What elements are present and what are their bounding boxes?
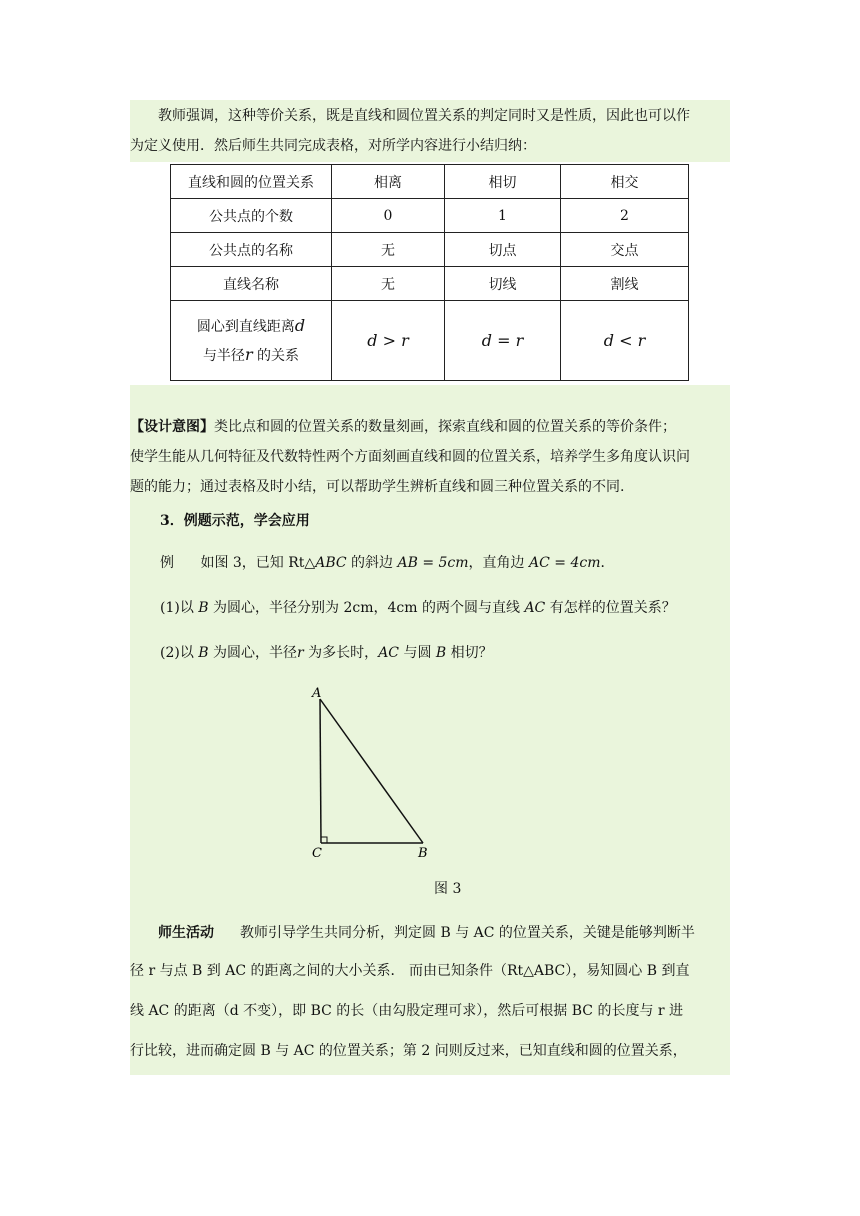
activity-tag: 师生活动 <box>158 925 214 941</box>
example-abc: ABC <box>315 555 347 571</box>
table-cell: 切线 <box>445 267 561 301</box>
table-cell-relation: d < r <box>561 301 689 381</box>
table-cell: 1 <box>445 199 561 233</box>
table-cell-relation: d > r <box>332 301 445 381</box>
q2-r: r <box>297 645 304 661</box>
table-cell: 公共点的名称 <box>171 233 332 267</box>
example-text: 的斜边 <box>346 555 398 571</box>
table-row <box>171 233 689 267</box>
q1-text: (1)以 <box>160 600 199 616</box>
q2-text: 为多长时， <box>303 645 379 661</box>
table-cell: 切点 <box>445 233 561 267</box>
table-cell: 割线 <box>561 267 689 301</box>
vertex-label-c: C <box>312 846 322 861</box>
q2-b: B <box>198 645 209 661</box>
table-cell: 交点 <box>561 233 689 267</box>
q2-b2: B <box>435 645 447 661</box>
q2-text: 与圆 <box>399 645 436 661</box>
relation-label-line-2 <box>171 341 331 370</box>
example-text: ． <box>600 555 615 571</box>
design-tag: 【设计意图】 <box>130 419 214 435</box>
question-2 <box>160 638 760 668</box>
example-ac-eq: AC = 4cm <box>529 555 601 571</box>
activity-text: 教师引导学生共同分析，判定圆 B 与 AC 的位置关系，关键是能够判断半 <box>240 925 695 941</box>
section-3-title: 3．例题示范，学会应用 <box>160 513 310 529</box>
triangle-figure <box>300 685 450 865</box>
q2-ac: AC <box>378 645 400 661</box>
q1-text: 有怎样的位置关系？ <box>545 600 676 616</box>
q2-text: 为圆心，半径 <box>208 645 298 661</box>
vertex-label-b: B <box>418 846 428 861</box>
activity-line-3: 线 AC 的距离（d 不变），即 BC 的长（由勾股定理可求），然后可根据 BC 的长度与 r 进 <box>130 1003 684 1019</box>
activity-line-2: 径 r 与点 B 到 AC 的距离之间的大小关系． 而由已知条件（Rt△ABC），易知圆心 B 到直 <box>130 963 690 979</box>
relation-label-text: 与半径 <box>202 347 245 364</box>
intro-line-2: 为定义使用．然后师生共同完成表格，对所学内容进行小结归纳： <box>130 138 536 154</box>
table-cell-relation-label <box>171 301 332 381</box>
example-prefix: 例 <box>160 555 174 571</box>
example-line <box>160 548 760 578</box>
table-cell: 无 <box>332 267 445 301</box>
relation-label-d: d <box>294 315 306 335</box>
question-1 <box>160 593 760 623</box>
activity-line-4: 行比较，进而确定圆 B 与 AC 的位置关系；第 2 问则反过来，已知直线和圆的位置关系， <box>130 1043 687 1059</box>
relation-label-line-1 <box>171 312 331 341</box>
figure-caption: 图 3 <box>434 881 462 897</box>
q2-text: 相切？ <box>446 645 493 661</box>
side-ac <box>320 699 321 843</box>
activity-line-1 <box>158 918 758 948</box>
table-header-cell: 相离 <box>332 165 445 199</box>
table-header-row <box>171 165 689 199</box>
q1-b: B <box>198 600 209 616</box>
q2-text: (2)以 <box>160 645 199 661</box>
table-row <box>171 267 689 301</box>
relation-label-r: r <box>244 344 253 364</box>
relation-label-text: 圆心到直线距离 <box>196 318 295 335</box>
design-text: 类比点和圆的位置关系的数量刻画，探索直线和圆的位置关系的等价条件； <box>214 419 676 435</box>
table-cell: 直线名称 <box>171 267 332 301</box>
table-cell: 0 <box>332 199 445 233</box>
table-cell: 公共点的个数 <box>171 199 332 233</box>
side-ab <box>320 699 423 843</box>
table-row <box>171 199 689 233</box>
vertex-label-a: A <box>312 686 322 701</box>
table-header-cell: 直线和圆的位置关系 <box>171 165 332 199</box>
table-cell: 2 <box>561 199 689 233</box>
design-line-2: 使学生能从几何特征及代数特性两个方面刻画直线和圆的位置关系，培养学生多角度认识问 <box>130 449 690 465</box>
intro-line-1: 教师强调，这种等价关系，既是直线和圆位置关系的判定同时又是性质，因此也可以作 <box>158 108 690 124</box>
example-ab-eq: AB = 5cm <box>397 555 469 571</box>
design-line-3: 题的能力；通过表格及时小结，可以帮助学生辨析直线和圆三种位置关系的不同. <box>130 479 625 495</box>
example-text: ，直角边 <box>468 555 529 571</box>
design-line-1 <box>130 412 730 442</box>
right-angle-mark <box>321 837 327 843</box>
q1-ac: AC <box>524 600 546 616</box>
summary-table <box>170 164 689 381</box>
table-header-cell: 相交 <box>561 165 689 199</box>
table-header-cell: 相切 <box>445 165 561 199</box>
table-cell-relation: d = r <box>445 301 561 381</box>
relation-label-text: 的关系 <box>252 347 300 364</box>
example-text: 如图 3，已知 Rt△ <box>200 555 316 571</box>
table-cell: 无 <box>332 233 445 267</box>
q1-text: 为圆心，半径分别为 2cm，4cm 的两个圆与直线 <box>208 600 525 616</box>
table-row-relation <box>171 301 689 381</box>
